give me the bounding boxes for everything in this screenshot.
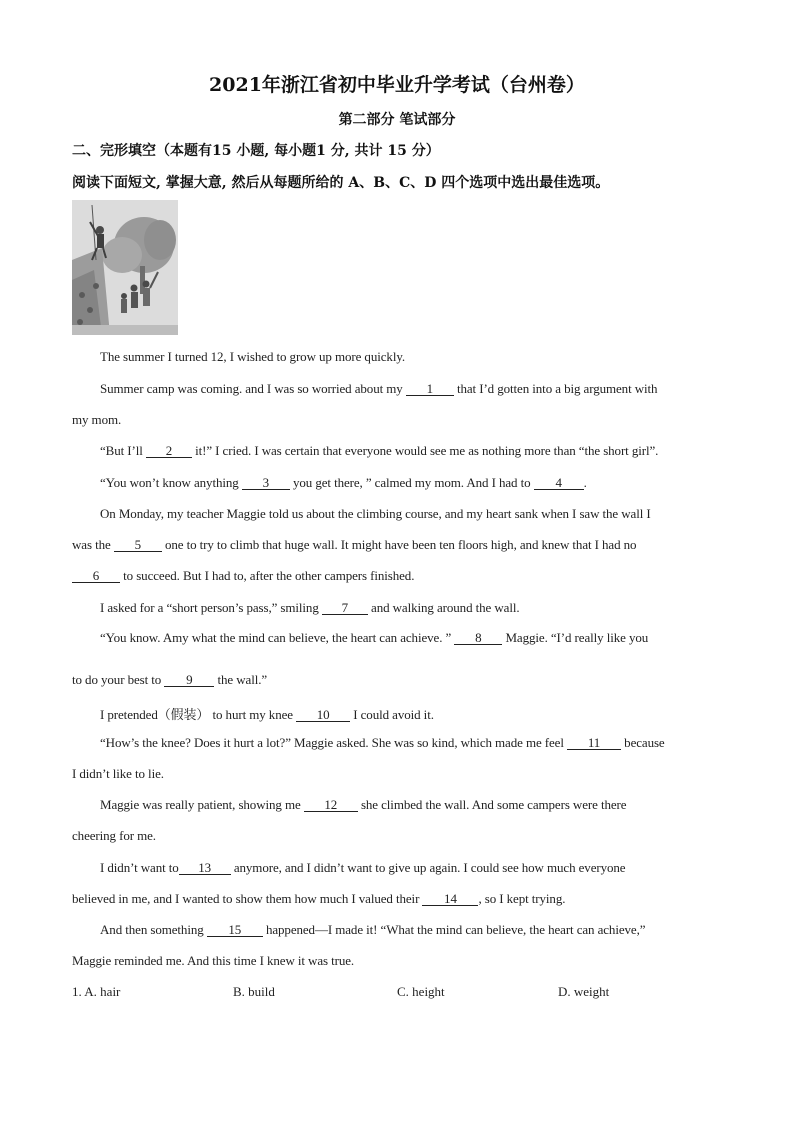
passage-text: I pretended（假装） to hurt my knee bbox=[100, 707, 297, 722]
exam-title: 2021年浙江省初中毕业升学考试（台州卷） bbox=[209, 74, 585, 96]
section-heading: 二、完形填空（本题有15 小题, 每小题1 分, 共计 15 分） bbox=[72, 143, 440, 159]
passage-text: Maggie was really patient, showing me bbox=[100, 797, 304, 812]
blank-6[interactable]: 6 bbox=[72, 570, 120, 583]
blank-12[interactable]: 12 bbox=[304, 799, 358, 812]
passage-text: On Monday, my teacher Maggie told us about the climbing course, and my heart sank when I saw the wall I bbox=[100, 506, 651, 521]
passage-text: she climbed the wall. And some campers were there bbox=[357, 797, 627, 812]
passage-text: that I’d gotten into a big argument with bbox=[453, 381, 658, 396]
passage-text: Summer camp was coming. and I was so worried about my bbox=[100, 381, 406, 396]
blank-15[interactable]: 15 bbox=[207, 924, 263, 937]
passage-line bbox=[100, 443, 658, 459]
passage-text: it!” I cried. I was certain that everyone would see me as nothing more than “the short girl”. bbox=[191, 443, 659, 458]
passage-text: I didn’t want to bbox=[100, 860, 179, 875]
blank-5[interactable]: 5 bbox=[114, 539, 162, 552]
passage-text: “You won’t know anything bbox=[100, 475, 242, 490]
passage-text: you get there, ” calmed my mom. And I had to bbox=[289, 475, 534, 490]
blank-9[interactable]: 9 bbox=[164, 674, 214, 687]
passage-line bbox=[72, 412, 121, 428]
passage-text: one to try to climb that huge wall. It might have been ten floors high, and knew that I had no bbox=[161, 537, 637, 552]
part-subtitle: 第二部分 笔试部分 bbox=[338, 112, 456, 128]
passage-text: happened—I made it! “What the mind can believe, the heart can achieve,” bbox=[262, 922, 646, 937]
passage-text: believed in me, and I wanted to show them how much I valued their bbox=[72, 891, 423, 906]
blank-13[interactable]: 13 bbox=[179, 862, 231, 875]
passage-text: I could avoid it. bbox=[350, 707, 434, 722]
q1-option-c[interactable]: C. height bbox=[397, 984, 445, 999]
passage-text: and walking around the wall. bbox=[367, 600, 520, 615]
passage-text: , so I kept trying. bbox=[478, 891, 566, 906]
passage-line bbox=[72, 953, 354, 969]
passage-text: the wall.” bbox=[214, 672, 268, 687]
blank-11[interactable]: 11 bbox=[567, 737, 621, 750]
blank-8[interactable]: 8 bbox=[454, 632, 502, 645]
passage-text: . bbox=[583, 475, 587, 490]
passage-line bbox=[72, 828, 156, 844]
passage-text: cheering for me. bbox=[72, 828, 156, 843]
passage-text: to do your best to bbox=[72, 672, 165, 687]
passage-line bbox=[72, 672, 267, 688]
passage-line bbox=[72, 766, 164, 782]
passage-text: because bbox=[621, 735, 665, 750]
passage-text: my mom. bbox=[72, 412, 122, 427]
passage-text: “You know. Amy bbox=[100, 630, 189, 645]
passage-line bbox=[100, 475, 587, 491]
passage-line bbox=[100, 349, 405, 365]
passage-text: “How’s the knee? Does it hurt a lot?” Maggie asked. She was so kind, which made me feel bbox=[100, 735, 568, 750]
passage-text: “But I’ll bbox=[100, 443, 146, 458]
passage-text: And then something bbox=[100, 922, 207, 937]
passage-line bbox=[100, 600, 520, 616]
passage-line bbox=[100, 797, 626, 813]
passage-line bbox=[100, 860, 625, 876]
passage-text: Maggie. “I’d really like you bbox=[502, 630, 649, 645]
q1-option-a[interactable]: 1. A. hair bbox=[72, 984, 121, 999]
passage-text: what the mind can believe, the heart can achieve. ” bbox=[188, 630, 455, 645]
passage-line bbox=[72, 568, 414, 584]
passage-text: The summer I turned 12, I wished to grow up more quickly. bbox=[100, 349, 406, 364]
climbing-illustration bbox=[72, 200, 178, 335]
passage-line bbox=[100, 630, 648, 646]
passage-text: I asked for a “short person’s pass,” smiling bbox=[100, 600, 322, 615]
blank-4[interactable]: 4 bbox=[534, 477, 584, 490]
blank-14[interactable]: 14 bbox=[422, 893, 478, 906]
passage-text: anymore, and I didn’t want to give up again. I could see how much everyone bbox=[230, 860, 626, 875]
passage-text: was the bbox=[72, 537, 114, 552]
passage-line bbox=[100, 735, 665, 751]
q1-option-b[interactable]: B. build bbox=[233, 984, 275, 999]
passage-line bbox=[100, 506, 651, 522]
blank-1[interactable]: 1 bbox=[406, 383, 454, 396]
q1-option-d[interactable]: D. weight bbox=[558, 984, 610, 999]
passage-line bbox=[100, 704, 434, 723]
blank-3[interactable]: 3 bbox=[242, 477, 290, 490]
blank-2[interactable]: 2 bbox=[146, 445, 192, 458]
passage-line bbox=[100, 922, 645, 938]
passage-text: Maggie reminded me. And this time I knew it was true. bbox=[72, 953, 355, 968]
passage-text: to succeed. But I had to, after the other campers finished. bbox=[120, 568, 415, 583]
passage-line bbox=[72, 537, 636, 553]
blank-7[interactable]: 7 bbox=[322, 602, 368, 615]
passage-line bbox=[100, 381, 657, 397]
passage-text: I didn’t like to lie. bbox=[72, 766, 164, 781]
climbing-illustration-drawing bbox=[72, 200, 178, 335]
passage-line bbox=[72, 891, 565, 907]
instruction-text: 阅读下面短文, 掌握大意, 然后从每题所给的 A、B、C、D 四个选项中选出最佳选项。 bbox=[72, 175, 610, 191]
blank-10[interactable]: 10 bbox=[296, 709, 350, 722]
